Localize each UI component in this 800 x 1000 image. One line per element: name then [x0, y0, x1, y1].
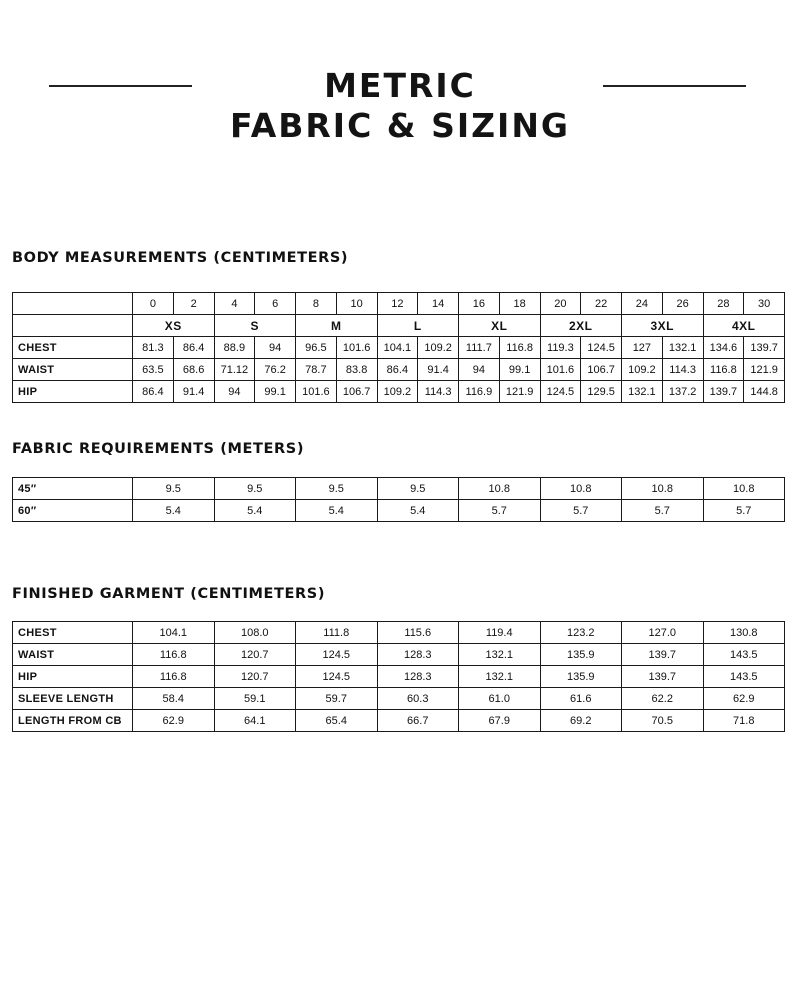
numeric-size-cell: 24: [622, 293, 663, 315]
value-cell: 111.8: [296, 622, 378, 644]
size-group-cell: 4XL: [703, 315, 785, 337]
size-group-cell: M: [296, 315, 378, 337]
table-row: [13, 688, 785, 710]
value-cell: 76.2: [255, 359, 296, 381]
value-cell: 78.7: [296, 359, 337, 381]
value-cell: 121.9: [744, 359, 785, 381]
row-label: HIP: [13, 381, 133, 403]
value-cell: 96.5: [296, 337, 337, 359]
corner-cell: [13, 293, 133, 315]
value-cell: 5.4: [377, 500, 459, 522]
value-cell: 62.9: [133, 710, 215, 732]
value-cell: 114.3: [662, 359, 703, 381]
value-cell: 62.9: [703, 688, 785, 710]
table-row: [13, 622, 785, 644]
page-title-line1: METRIC: [324, 66, 476, 105]
value-cell: 9.5: [296, 478, 378, 500]
value-cell: 114.3: [418, 381, 459, 403]
value-cell: 5.7: [622, 500, 704, 522]
value-cell: 109.2: [418, 337, 459, 359]
value-cell: 70.5: [622, 710, 704, 732]
numeric-size-cell: 0: [133, 293, 174, 315]
value-cell: 135.9: [540, 666, 622, 688]
value-cell: 104.1: [377, 337, 418, 359]
numeric-size-cell: 22: [581, 293, 622, 315]
value-cell: 101.6: [296, 381, 337, 403]
value-cell: 5.7: [459, 500, 541, 522]
table-row: [13, 500, 785, 522]
value-cell: 61.6: [540, 688, 622, 710]
body-measurements-table: [12, 292, 785, 403]
numeric-size-cell: 6: [255, 293, 296, 315]
value-cell: 116.8: [133, 644, 215, 666]
value-cell: 132.1: [622, 381, 663, 403]
value-cell: 120.7: [214, 666, 296, 688]
value-cell: 135.9: [540, 644, 622, 666]
value-cell: 144.8: [744, 381, 785, 403]
finished-garment-heading: FINISHED GARMENT (CENTIMETERS): [12, 586, 326, 602]
row-label: 45″: [13, 478, 133, 500]
size-group-cell: S: [214, 315, 296, 337]
value-cell: 139.7: [622, 644, 704, 666]
value-cell: 109.2: [622, 359, 663, 381]
value-cell: 71.8: [703, 710, 785, 732]
value-cell: 9.5: [133, 478, 215, 500]
row-label: SLEEVE LENGTH: [13, 688, 133, 710]
size-group-cell: XL: [459, 315, 541, 337]
value-cell: 116.8: [133, 666, 215, 688]
value-cell: 124.5: [296, 666, 378, 688]
value-cell: 86.4: [377, 359, 418, 381]
numeric-size-cell: 16: [459, 293, 500, 315]
size-group-cell: 3XL: [622, 315, 704, 337]
value-cell: 91.4: [173, 381, 214, 403]
value-cell: 5.7: [703, 500, 785, 522]
value-cell: 9.5: [214, 478, 296, 500]
value-cell: 109.2: [377, 381, 418, 403]
table-row: [13, 337, 785, 359]
value-cell: 143.5: [703, 666, 785, 688]
value-cell: 115.6: [377, 622, 459, 644]
value-cell: 58.4: [133, 688, 215, 710]
value-cell: 139.7: [744, 337, 785, 359]
value-cell: 94: [214, 381, 255, 403]
numeric-size-cell: 10: [336, 293, 377, 315]
value-cell: 124.5: [540, 381, 581, 403]
value-cell: 66.7: [377, 710, 459, 732]
value-cell: 86.4: [173, 337, 214, 359]
value-cell: 10.8: [703, 478, 785, 500]
value-cell: 88.9: [214, 337, 255, 359]
value-cell: 9.5: [377, 478, 459, 500]
value-cell: 106.7: [336, 381, 377, 403]
value-cell: 99.1: [499, 359, 540, 381]
table-row: [13, 710, 785, 732]
value-cell: 129.5: [581, 381, 622, 403]
value-cell: 81.3: [133, 337, 174, 359]
row-label: CHEST: [13, 337, 133, 359]
page-title-line2: FABRIC & SIZING: [229, 106, 571, 145]
value-cell: 124.5: [296, 644, 378, 666]
value-cell: 132.1: [459, 644, 541, 666]
row-label: 60″: [13, 500, 133, 522]
value-cell: 94: [459, 359, 500, 381]
table-row: [13, 644, 785, 666]
value-cell: 121.9: [499, 381, 540, 403]
value-cell: 132.1: [662, 337, 703, 359]
value-cell: 60.3: [377, 688, 459, 710]
value-cell: 106.7: [581, 359, 622, 381]
size-group-cell: 2XL: [540, 315, 622, 337]
numeric-size-cell: 4: [214, 293, 255, 315]
row-label: CHEST: [13, 622, 133, 644]
value-cell: 65.4: [296, 710, 378, 732]
value-cell: 139.7: [622, 666, 704, 688]
value-cell: 64.1: [214, 710, 296, 732]
fabric-requirements-heading: FABRIC REQUIREMENTS (METERS): [12, 441, 305, 457]
size-group-cell: XS: [133, 315, 215, 337]
row-label: HIP: [13, 666, 133, 688]
value-cell: 139.7: [703, 381, 744, 403]
corner-cell: [13, 315, 133, 337]
value-cell: 116.8: [499, 337, 540, 359]
value-cell: 67.9: [459, 710, 541, 732]
value-cell: 94: [255, 337, 296, 359]
value-cell: 119.4: [459, 622, 541, 644]
table-row: [13, 666, 785, 688]
numeric-size-row: [13, 293, 785, 315]
value-cell: 127: [622, 337, 663, 359]
value-cell: 119.3: [540, 337, 581, 359]
finished-garment-table: [12, 621, 785, 732]
value-cell: 68.6: [173, 359, 214, 381]
value-cell: 83.8: [336, 359, 377, 381]
value-cell: 132.1: [459, 666, 541, 688]
numeric-size-cell: 26: [662, 293, 703, 315]
value-cell: 5.7: [540, 500, 622, 522]
table-row: [13, 478, 785, 500]
value-cell: 10.8: [459, 478, 541, 500]
value-cell: 61.0: [459, 688, 541, 710]
value-cell: 104.1: [133, 622, 215, 644]
table-row: [13, 381, 785, 403]
value-cell: 5.4: [133, 500, 215, 522]
value-cell: 120.7: [214, 644, 296, 666]
value-cell: 5.4: [296, 500, 378, 522]
value-cell: 111.7: [459, 337, 500, 359]
numeric-size-cell: 20: [540, 293, 581, 315]
value-cell: 10.8: [622, 478, 704, 500]
value-cell: 71.12: [214, 359, 255, 381]
fabric-requirements-table: [12, 477, 785, 522]
numeric-size-cell: 18: [499, 293, 540, 315]
value-cell: 143.5: [703, 644, 785, 666]
value-cell: 128.3: [377, 644, 459, 666]
table-row: [13, 359, 785, 381]
value-cell: 59.1: [214, 688, 296, 710]
value-cell: 86.4: [133, 381, 174, 403]
value-cell: 59.7: [296, 688, 378, 710]
body-measurements-heading: BODY MEASUREMENTS (CENTIMETERS): [12, 250, 349, 266]
row-label: LENGTH FROM CB: [13, 710, 133, 732]
value-cell: 116.9: [459, 381, 500, 403]
value-cell: 134.6: [703, 337, 744, 359]
numeric-size-cell: 30: [744, 293, 785, 315]
value-cell: 130.8: [703, 622, 785, 644]
size-group-row: [13, 315, 785, 337]
row-label: WAIST: [13, 644, 133, 666]
numeric-size-cell: 2: [173, 293, 214, 315]
value-cell: 128.3: [377, 666, 459, 688]
numeric-size-cell: 14: [418, 293, 459, 315]
value-cell: 10.8: [540, 478, 622, 500]
value-cell: 62.2: [622, 688, 704, 710]
value-cell: 5.4: [214, 500, 296, 522]
value-cell: 101.6: [336, 337, 377, 359]
value-cell: 91.4: [418, 359, 459, 381]
numeric-size-cell: 12: [377, 293, 418, 315]
value-cell: 116.8: [703, 359, 744, 381]
value-cell: 101.6: [540, 359, 581, 381]
value-cell: 63.5: [133, 359, 174, 381]
size-group-cell: L: [377, 315, 459, 337]
value-cell: 99.1: [255, 381, 296, 403]
value-cell: 69.2: [540, 710, 622, 732]
value-cell: 124.5: [581, 337, 622, 359]
numeric-size-cell: 8: [296, 293, 337, 315]
row-label: WAIST: [13, 359, 133, 381]
numeric-size-cell: 28: [703, 293, 744, 315]
value-cell: 108.0: [214, 622, 296, 644]
value-cell: 137.2: [662, 381, 703, 403]
value-cell: 127.0: [622, 622, 704, 644]
value-cell: 123.2: [540, 622, 622, 644]
